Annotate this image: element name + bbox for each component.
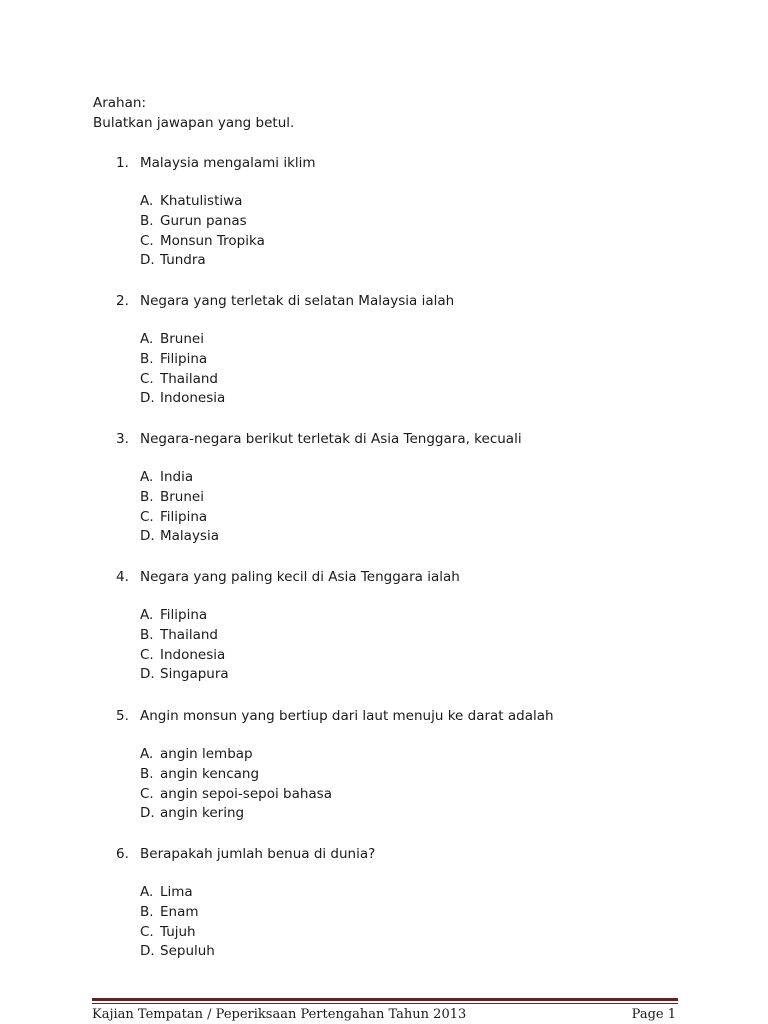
option-c[interactable] — [140, 785, 736, 805]
option-letter: A. — [140, 746, 154, 762]
option-d[interactable] — [140, 527, 736, 547]
question-stem: Angin monsun yang bertiup dari laut menuju ke darat adalah — [140, 708, 554, 724]
option-d[interactable] — [140, 665, 736, 685]
option-text: Malaysia — [160, 528, 219, 545]
question-6 — [116, 844, 736, 962]
question-stem: Negara yang terletak di selatan Malaysia ialah — [140, 293, 455, 309]
option-b[interactable] — [140, 765, 736, 785]
option-letter: D. — [140, 666, 155, 683]
question-number: 4. — [116, 569, 129, 585]
option-text: Filipina — [160, 508, 208, 525]
options-list — [140, 745, 736, 824]
option-text: Monsun Tropika — [160, 232, 265, 249]
option-letter: C. — [140, 232, 154, 249]
option-letter: C. — [140, 508, 154, 525]
option-text: angin kencang — [160, 765, 260, 782]
option-b[interactable] — [140, 488, 736, 508]
question-5 — [116, 706, 736, 824]
option-c[interactable] — [140, 923, 736, 943]
option-text: Brunei — [160, 488, 204, 505]
option-text: Tujuh — [160, 923, 196, 940]
option-text: Gurun panas — [160, 212, 247, 229]
options-list — [140, 883, 736, 962]
question-number: 5. — [116, 708, 129, 724]
question-number: 6. — [116, 846, 129, 862]
option-letter: D. — [140, 528, 155, 545]
question-4 — [116, 567, 736, 685]
question-2 — [116, 291, 736, 409]
instructions — [93, 93, 294, 133]
option-letter: B. — [140, 626, 154, 643]
question-stem: Berapakah jumlah benua di dunia? — [140, 846, 376, 862]
option-letter: B. — [140, 350, 154, 367]
question-number: 2. — [116, 293, 129, 309]
option-c[interactable] — [140, 232, 736, 252]
option-a[interactable] — [140, 330, 736, 350]
option-a[interactable] — [140, 468, 736, 488]
footer-rule-thin — [92, 1003, 678, 1004]
option-letter: B. — [140, 488, 154, 505]
option-text: Filipina — [160, 607, 208, 623]
footer-rule — [92, 998, 678, 1001]
footer-title: Kajian Tempatan / Peperiksaan Pertengahan Tahun 2013 — [92, 1007, 467, 1022]
option-letter: B. — [140, 765, 154, 782]
question-stem: Negara yang paling kecil di Asia Tenggara ialah — [140, 569, 460, 585]
option-text: Khatulistiwa — [160, 193, 243, 209]
option-c[interactable] — [140, 370, 736, 390]
option-letter: D. — [140, 805, 155, 822]
option-text: Thailand — [160, 370, 218, 387]
option-text: Indonesia — [160, 390, 226, 407]
option-text: Thailand — [160, 626, 218, 643]
question-stem: Negara-negara berikut terletak di Asia Tenggara, kecuali — [140, 431, 522, 447]
option-letter: A. — [140, 607, 154, 623]
option-b[interactable] — [140, 350, 736, 370]
option-text: angin sepoi-sepoi bahasa — [160, 785, 332, 802]
option-b[interactable] — [140, 903, 736, 923]
option-letter: A. — [140, 884, 154, 900]
question-stem: Malaysia mengalami iklim — [140, 155, 316, 171]
option-letter: C. — [140, 923, 154, 940]
page-number: Page 1 — [631, 1007, 676, 1022]
option-text: angin lembap — [160, 746, 253, 762]
option-a[interactable] — [140, 192, 736, 212]
option-letter: D. — [140, 252, 155, 269]
option-text: Tundra — [160, 252, 206, 269]
question-number: 3. — [116, 431, 129, 447]
option-a[interactable] — [140, 606, 736, 626]
option-text: Lima — [160, 884, 193, 900]
option-letter: C. — [140, 370, 154, 387]
option-a[interactable] — [140, 745, 736, 765]
option-text: India — [160, 469, 194, 485]
instructions-heading: Arahan: — [93, 95, 146, 111]
option-text: angin kering — [160, 805, 245, 822]
option-b[interactable] — [140, 626, 736, 646]
option-letter: A. — [140, 331, 154, 347]
question-number: 1. — [116, 155, 129, 171]
option-text: Singapura — [160, 666, 229, 683]
question-1 — [116, 153, 736, 271]
options-list — [140, 606, 736, 685]
option-d[interactable] — [140, 251, 736, 271]
option-letter: A. — [140, 193, 154, 209]
option-d[interactable] — [140, 804, 736, 824]
option-letter: B. — [140, 212, 154, 229]
option-letter: B. — [140, 903, 154, 920]
option-text: Brunei — [160, 331, 204, 347]
option-letter: C. — [140, 646, 154, 663]
option-a[interactable] — [140, 883, 736, 903]
option-letter: C. — [140, 785, 154, 802]
question-3 — [116, 429, 736, 547]
option-letter: A. — [140, 469, 154, 485]
options-list — [140, 330, 736, 409]
option-text: Enam — [160, 903, 199, 920]
option-d[interactable] — [140, 942, 736, 962]
option-text: Sepuluh — [160, 943, 215, 960]
options-list — [140, 468, 736, 547]
option-text: Indonesia — [160, 646, 226, 663]
option-b[interactable] — [140, 212, 736, 232]
option-c[interactable] — [140, 646, 736, 666]
instructions-text: Bulatkan jawapan yang betul. — [93, 115, 295, 131]
options-list — [140, 192, 736, 271]
option-letter: D. — [140, 390, 155, 407]
option-letter: D. — [140, 943, 155, 960]
option-c[interactable] — [140, 508, 736, 528]
option-d[interactable] — [140, 389, 736, 409]
option-text: Filipina — [160, 350, 208, 367]
